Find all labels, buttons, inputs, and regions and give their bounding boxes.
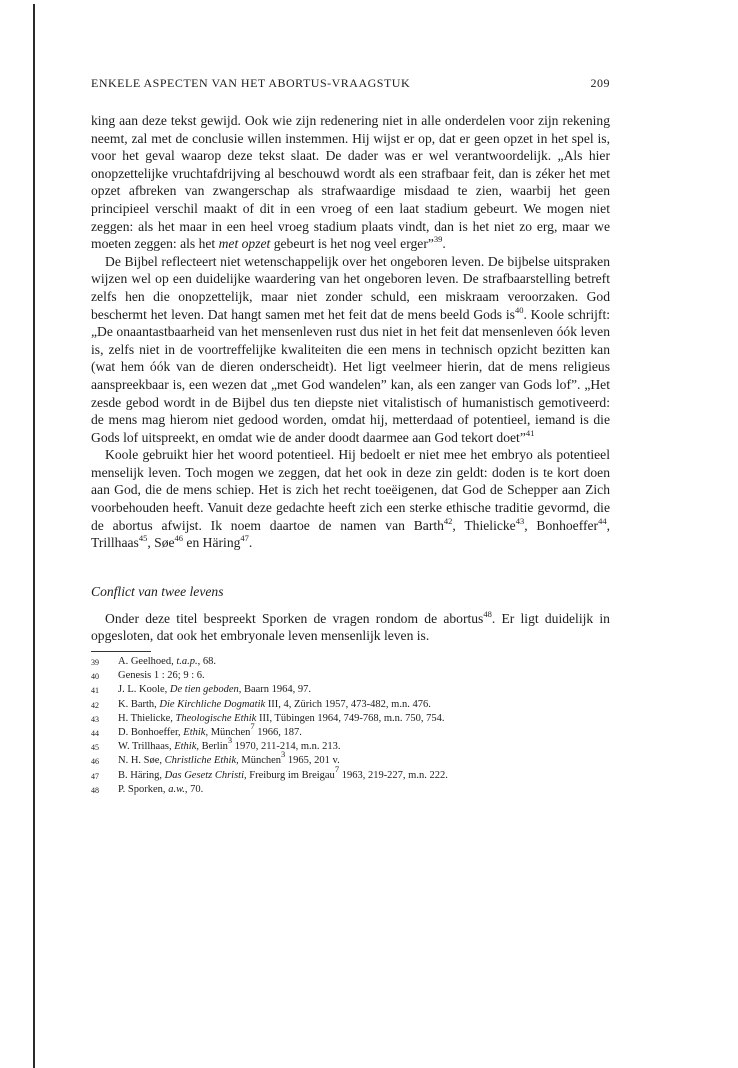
footnote-number: 44 bbox=[91, 729, 99, 739]
paragraph bbox=[91, 253, 610, 447]
footnote-number: 40 bbox=[91, 672, 99, 682]
footnote-text bbox=[118, 712, 610, 726]
footnote-text bbox=[118, 655, 610, 669]
footnote-ref: 42 bbox=[443, 515, 453, 526]
italic-text: Theologische Ethik bbox=[175, 712, 257, 724]
text-run: , 68. bbox=[197, 656, 216, 668]
footnote-number: 39 bbox=[91, 658, 99, 668]
text-run: München bbox=[238, 755, 282, 767]
text-run: king aan deze tekst gewijd. Ook wie zijn redenering niet in alle onderdelen voor zijn rekening neemt, zal met de conclusie willen instemmen. Hij wijst er op, dat er geen opzet in het spel is, voor het geval waarop deze tekst slaat. De dader was er wel verantwoordelijk. „Als hier onopzettelijke vruchtafdrijving al beschouwd wordt als een strafbaar feit, dan is zéker het met opzet afbreken van zwangerschap als strafwaardige misdaad te zien, waarbij het geen principieel verschil maakt of dit in een vroeg of een laat stadium gebeurt. We mogen niet zeggen: als het maar in een heel vroeg stadium plaats vindt, dan is het niet zo erg, maar we moeten zeggen: als het bbox=[91, 113, 610, 252]
footnote-text bbox=[118, 783, 610, 797]
text-run: Genesis 1 : 26; 9 : 6. bbox=[118, 670, 205, 682]
footnote-ref: 41 bbox=[525, 427, 535, 438]
footnotes bbox=[91, 655, 610, 797]
italic-text: De tien geboden bbox=[169, 684, 239, 696]
section-heading: Conflict van twee levens bbox=[91, 583, 224, 599]
footnote-text bbox=[118, 763, 610, 783]
italic-text: met opzet bbox=[218, 236, 271, 252]
text-run: III, Tübingen 1964, 749-768, m.n. 750, 754. bbox=[256, 712, 445, 724]
footnote-number: 41 bbox=[91, 686, 99, 696]
italic-text: Die Kirchliche Dogmatik bbox=[159, 698, 266, 710]
footnote-item bbox=[91, 763, 610, 783]
page-edge-line bbox=[33, 4, 35, 1068]
footnote-item bbox=[91, 749, 610, 768]
text-run: K. Barth, bbox=[118, 698, 160, 710]
text-run: De Bijbel reflecteert niet wetenschappelijk over het ongeboren leven. De bijbelse uitspraken wijzen wel op een duidelijke waardering van het ongeboren leven. De strafbaarstelling betreft zelfs hen die onopzettelijk, maar niet zonder schuld, een miskraam veroorzaken. God beschermt het leven. Dat hangt samen met het feit dat de mens beeld Gods is bbox=[91, 253, 610, 322]
paragraph bbox=[91, 446, 610, 552]
footnote-ref: 3 bbox=[227, 735, 233, 746]
text-run: , Freiburg im Breigau bbox=[244, 769, 335, 781]
text-run: N. H. Søe, bbox=[118, 755, 165, 767]
text-run: H. Thielicke, bbox=[118, 712, 176, 724]
text-run: . bbox=[248, 535, 253, 551]
italic-text: t.a.p. bbox=[176, 656, 198, 668]
text-run: München bbox=[208, 727, 251, 739]
footnote-ref: 39 bbox=[433, 234, 443, 245]
footnote-ref: 46 bbox=[174, 533, 184, 544]
footnote-ref: 40 bbox=[514, 304, 524, 315]
footnote-number: 47 bbox=[91, 771, 99, 781]
italic-text: Das Gesetz Christi bbox=[164, 769, 245, 781]
footnote-ref: 3 bbox=[281, 749, 286, 760]
footnote-text bbox=[118, 683, 610, 697]
text-run: , 70. bbox=[184, 783, 204, 795]
footnote-ref: 47 bbox=[240, 533, 249, 544]
text-run: . bbox=[442, 236, 446, 252]
text-run: III, 4, Zürich 1957, 473-482, m.n. 476. bbox=[265, 698, 431, 710]
footnote-number: 46 bbox=[91, 757, 99, 767]
text-run: D. Bonhoeffer, bbox=[118, 727, 184, 739]
footnote-ref: 43 bbox=[515, 515, 525, 526]
text-run: Onder deze titel bespreekt Sporken de vragen rondom de abortus bbox=[105, 610, 484, 626]
footnote-ref: 48 bbox=[483, 608, 492, 619]
footnote-item bbox=[91, 783, 610, 797]
text-run: W. Trillhaas, bbox=[118, 741, 175, 753]
footnote-ref: 45 bbox=[138, 533, 148, 544]
footnote-number: 45 bbox=[91, 743, 99, 753]
text-run: Koole gebruikt hier het woord potentieel. Hij bedoelt er niet mee het embryo als potentieel menselijk leven. Toch mogen we zeggen, dat het ook in deze zin geldt: doden is te kort doen aan God, die de mens schiep. Het is zich het recht toeëigenen, dat God de Schepper aan Zich voorbehouden heeft. Vanuit deze gedachte heeft zich een sterke ethische traditie gevormd, die de abortus afwijst. Ik noem daartoe de namen van Barth bbox=[91, 447, 610, 533]
italic-text: Christliche Ethik, bbox=[164, 755, 239, 767]
footnote-item bbox=[91, 655, 610, 669]
paragraphs-after-section bbox=[91, 610, 610, 645]
running-header bbox=[91, 76, 610, 91]
text-run: B. Häring, bbox=[118, 769, 165, 781]
text-run: , Baarn 1964, 97. bbox=[238, 684, 312, 696]
text-run: 1966, 187. bbox=[254, 727, 302, 739]
page-number: 209 bbox=[590, 76, 610, 90]
footnote-item bbox=[91, 721, 610, 740]
footnote-ref: 7 bbox=[250, 721, 255, 732]
text-run: A. Geelhoed, bbox=[118, 656, 177, 668]
text-run: Berlin bbox=[199, 741, 228, 753]
footnote-text bbox=[118, 698, 610, 712]
text-run: , Thielicke bbox=[452, 517, 516, 533]
footnote-item bbox=[91, 669, 610, 683]
footnote-ref: 44 bbox=[598, 515, 607, 526]
footnote-number: 43 bbox=[91, 714, 99, 724]
italic-text: Ethik, bbox=[183, 727, 209, 739]
footnote-text bbox=[118, 735, 610, 754]
footnote-number: 42 bbox=[91, 700, 99, 710]
body-text bbox=[91, 112, 610, 645]
text-run: 1970, 211-214, m.n. 213. bbox=[232, 741, 341, 753]
document-page bbox=[91, 76, 610, 797]
text-run: gebeurt is het nog veel erger” bbox=[270, 236, 434, 252]
paragraph bbox=[91, 112, 610, 253]
text-run: . Koole schrijft: „De onaantastbaarheid van het mensenleven rust dus niet in het feit dat mensenleven óók leven is, zelfs niet in de voortreffelijke kwaliteiten die een mens in technisch opzicht bezitten kan (wat hem óók van de dieren onderscheidt). Het ligt veelmeer hierin, dat de mens religieus aanspreekbaar is, een wezen dat „met God wandelen” kan, als een zanger van Gods lof”. „Het zesde gebod wordt in de Bijbel dus ten diepste niet vitalistisch of humanistisch gemotiveerd: de mens mag hierom niet gedood worden, omdat hij, metterdaad of potentieel, iemand is die Gods lof uitspreekt, en omdat wie de ander doodt daarmee aan God tekort doet” bbox=[91, 306, 610, 445]
italic-text: a.w. bbox=[168, 783, 185, 795]
text-run: P. Sporken, bbox=[118, 783, 169, 795]
footnote-item bbox=[91, 683, 610, 697]
text-run: J. L. Koole, bbox=[118, 684, 170, 696]
footnote-item bbox=[91, 735, 610, 754]
text-run: , Trillhaas bbox=[91, 517, 610, 551]
text-run: 1965, 201 v. bbox=[285, 755, 340, 767]
footnote-separator bbox=[91, 651, 151, 652]
footnote-ref: 7 bbox=[334, 763, 340, 774]
footnote-item bbox=[91, 712, 610, 726]
text-run: , Søe bbox=[147, 535, 175, 551]
footnote-text bbox=[118, 669, 610, 683]
text-run: . Er ligt duidelijk in opgesloten, dat ook het embryonale leven mensenlijk leven is. bbox=[91, 610, 610, 644]
text-run: 1963, 219-227, m.n. 222. bbox=[339, 769, 448, 781]
text-run: en Häring bbox=[183, 535, 241, 551]
footnote-number: 48 bbox=[91, 785, 99, 795]
text-run: , Bonhoeffer bbox=[524, 517, 599, 533]
footnote-item bbox=[91, 698, 610, 712]
running-title: ENKELE ASPECTEN VAN HET ABORTUS-VRAAGSTUK bbox=[91, 76, 411, 90]
paragraphs-before-section bbox=[91, 112, 610, 552]
italic-text: Ethik, bbox=[174, 741, 200, 753]
footnote-text bbox=[118, 749, 610, 768]
footnote-text bbox=[118, 721, 610, 740]
paragraph bbox=[91, 610, 610, 645]
